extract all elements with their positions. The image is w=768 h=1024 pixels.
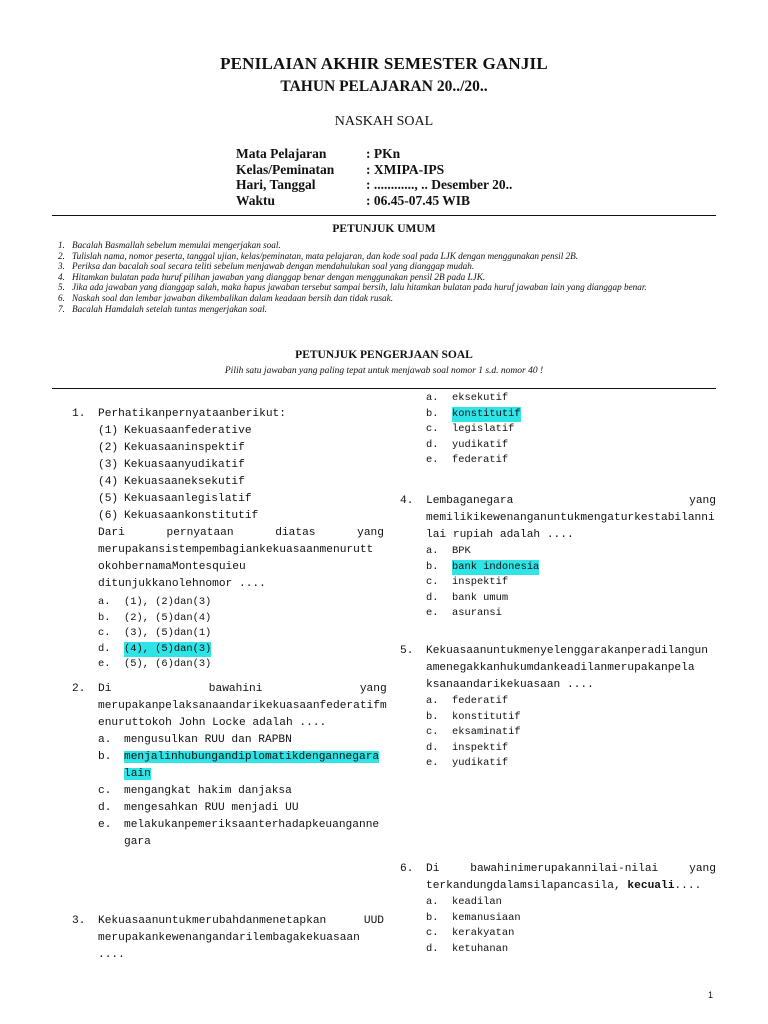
answer-option-c[interactable]: c. kerakyatan bbox=[426, 927, 515, 939]
page-number: 1 bbox=[708, 990, 714, 1000]
answer-option-d[interactable]: d. yudikatif bbox=[426, 438, 509, 451]
answer-option-a[interactable]: a. mengusulkan RUU dan RAPBN bbox=[98, 734, 292, 746]
answer-option-a[interactable]: a. federatif bbox=[426, 695, 509, 707]
list-item: 1. Bacalah Basmallah sebelum memulai mengerjakan soal. bbox=[58, 240, 281, 250]
answer-option-b[interactable]: b. kemanusiaan bbox=[426, 911, 521, 924]
list-item: (5) Kekuasaanlegislatif bbox=[98, 493, 252, 505]
info-time: Waktu : 06.45-07.45 WIB bbox=[236, 192, 471, 208]
question-3-options bbox=[426, 391, 716, 469]
list-item: 3. Periksa dan bacalah soal secara teliti sebelum menjawab dengan mendahulukan soal yang dianggap mudah. bbox=[58, 261, 475, 272]
answer-option-d[interactable]: d. bank umum bbox=[426, 591, 509, 604]
answer-option-e[interactable]: e. melakukanpemeriksaanterhadapkeuanganne gara bbox=[98, 819, 380, 848]
list-item: (6) Kekuasaankonstitutif bbox=[98, 510, 259, 522]
work-instructions-subtitle: Pilih satu jawaban yang paling tepat untuk menjawab soal nomor 1 s.d. nomor 40 ! bbox=[224, 366, 544, 376]
question-6: 6. Di bawahinimerupakannilai-nilai yang terkandungdalamsilapancasila, kecuali.... a. keadilan b. kemanusiaan c. kerakyatan d. ketuhanan bbox=[400, 861, 716, 957]
question-stem: Kekuasaanuntukmerubahdanmenetapkan UUD bbox=[98, 915, 384, 927]
academic-year: TAHUN PELAJARAN 20../20.. bbox=[280, 78, 488, 95]
list-item: 4. Hitamkan bulatan pada huruf pilihan jawaban yang dianggap benar dengan menggunakan pensil 2B pada LJK. bbox=[58, 271, 486, 282]
answer-option-b-selected[interactable]: b. bank indonesia bbox=[426, 560, 716, 576]
list-item: 6. Naskah soal dan lembar jawaban dikembalikan dalam keadaan bersih dan tidak rusak. bbox=[58, 292, 394, 303]
answer-option-b-selected[interactable]: b. menjalinhubungandiplomatikdengannegara lain bbox=[98, 751, 380, 780]
list-item: (4) Kekuasaaneksekutif bbox=[98, 476, 245, 488]
list-item: 5. Jika ada jawaban yang dianggap salah, maka hapus jawaban tersebut sampai bersih, lalu hitamkan bulatan pada huruf jawaban lain yang dianggap benar. bbox=[58, 282, 647, 293]
question-stem: Lembaganegara yang bbox=[426, 495, 716, 507]
answer-option-a[interactable]: a. eksekutif bbox=[426, 392, 509, 404]
work-instructions-heading: PETUNJUK PENGERJAAN SOAL bbox=[295, 349, 473, 361]
highlighted-answer: (4), (5)dan(3) bbox=[124, 642, 211, 658]
answer-option-e[interactable]: e. yudikatif bbox=[426, 757, 509, 769]
answer-option-c[interactable]: c. (3), (5)dan(1) bbox=[98, 627, 212, 639]
question-1: 1. Perhatikanpernyataanberikut: (1) Kekuasaanfederative (2) Kekuasaaninspektif (3) Kekuasaanyudikatif (4) Kekuasaaneksekutif (5) Kekuasaanlegislatif (6) Kekuasaankonstitutif Dari pernyataan diatas yang merupakansistempembagiankekuasaanmenurutt okohbernamaMontesquieu ditunjukkanolehnomor .... a. (1), (2)dan(3) b. (2), (5)dan(4) c. (3), (5)dan(1) d. (4), (5)dan(3) e. (5), (6)dan(3) bbox=[72, 406, 384, 673]
highlighted-answer: konstitutif bbox=[452, 407, 521, 423]
document-type: NASKAH SOAL bbox=[334, 114, 434, 129]
answer-option-c[interactable]: c. eksaminatif bbox=[426, 726, 521, 738]
info-class: Kelas/Peminatan : XMIPA-IPS bbox=[236, 161, 445, 177]
answer-option-a[interactable]: a. keadilan bbox=[426, 896, 502, 908]
answer-option-a[interactable]: a. (1), (2)dan(3) bbox=[98, 596, 212, 608]
answer-option-d[interactable]: d. ketuhanan bbox=[426, 942, 509, 955]
list-item: (3) Kekuasaanyudikatif bbox=[98, 459, 245, 471]
answer-option-e[interactable]: e. asuransi bbox=[426, 607, 502, 619]
answer-option-c[interactable]: c. mengangkat hakim danjaksa bbox=[98, 785, 292, 797]
info-subject: Mata Pelajaran : PKn bbox=[236, 146, 401, 161]
list-item: 7. Bacalah Hamdalah setelah tuntas mengerjakan soal. bbox=[58, 303, 267, 314]
question-followup: Dari pernyataan diatas yang bbox=[98, 527, 384, 539]
info-date: Hari, Tanggal : ............, .. Desember 20.. bbox=[236, 177, 513, 192]
answer-option-c[interactable]: c. legislatif bbox=[426, 423, 515, 435]
question-3: 3. Kekuasaanuntukmerubahdanmenetapkan UUD merupakankewenangandarilembagakekuasaan .... bbox=[72, 915, 384, 961]
exam-title: PENILAIAN AKHIR SEMESTER GANJIL bbox=[220, 54, 548, 73]
divider-top bbox=[52, 215, 716, 216]
divider-bottom bbox=[52, 388, 716, 389]
list-item: (1) Kekuasaanfederative bbox=[98, 425, 252, 437]
answer-option-b-selected[interactable]: b. konstitutif bbox=[426, 407, 716, 423]
list-item: (2) Kekuasaaninspektif bbox=[98, 442, 245, 454]
exam-info bbox=[236, 146, 512, 208]
answer-option-b[interactable]: b. konstitutif bbox=[426, 710, 521, 723]
question-stem: Di bawahini yang bbox=[98, 683, 387, 695]
answer-option-d-selected[interactable]: d. (4), (5)dan(3) bbox=[98, 642, 384, 658]
question-stem: Perhatikanpernyataanberikut: bbox=[98, 408, 286, 420]
highlighted-answer: bank indonesia bbox=[452, 560, 539, 576]
answer-option-e[interactable]: e. federatif bbox=[426, 454, 509, 466]
highlighted-answer: menjalinhubungandiplomatikdengannegara bbox=[124, 751, 380, 763]
general-instructions-list bbox=[58, 240, 714, 314]
answer-option-b[interactable]: b. (2), (5)dan(4) bbox=[98, 611, 212, 624]
question-stem: Di bawahinimerupakannilai-nilai yang bbox=[426, 863, 716, 875]
question-4: 4. Lembaganegara yang memilikikewenanganuntukmengaturkestabilanni lai rupiah adalah .... a. BPK b. bank indonesia c. inspektif d. bank umum e. asuransi bbox=[400, 493, 716, 622]
question-2: 2. Di bawahini yang merupakanpelaksanaandarikekuasaanfederatifm enuruttokoh John Locke adalah .... a. mengusulkan RUU dan RAPBN b. menjalinhubungandiplomatikdengannegara lain c. mengangkat hakim danjaksa d. mengesahkan RUU menjadi UU e. melakukanpemeriksaanterhadapkeuanganne gara bbox=[72, 681, 384, 851]
answer-option-d[interactable]: d. inspektif bbox=[426, 741, 509, 754]
answer-option-e[interactable]: e. (5), (6)dan(3) bbox=[98, 658, 212, 670]
answer-option-d[interactable]: d. mengesahkan RUU menjadi UU bbox=[98, 802, 299, 814]
answer-option-a[interactable]: a. BPK bbox=[426, 545, 471, 557]
question-5: 5. Kekuasaanuntukmenyelenggarakanperadilangun amenegakkanhukumdankeadilanmerupakanpela ksanaandarikekuasaan .... a. federatif b. konstitutif c. eksaminatif d. inspektif e. yudikatif bbox=[400, 643, 716, 772]
keyword-except: kecuali bbox=[627, 880, 675, 892]
general-instructions-heading: PETUNJUK UMUM bbox=[332, 223, 436, 235]
question-stem: Kekuasaanuntukmenyelenggarakanperadilangun bbox=[426, 645, 708, 657]
answer-option-c[interactable]: c. inspektif bbox=[426, 576, 509, 588]
list-item: 2. Tulislah nama, nomor peserta, tanggal ujian, kelas/peminatan, mata pelajaran, dan kode soal pada LJK dengan menggunakan pensil 2B. bbox=[58, 250, 579, 261]
